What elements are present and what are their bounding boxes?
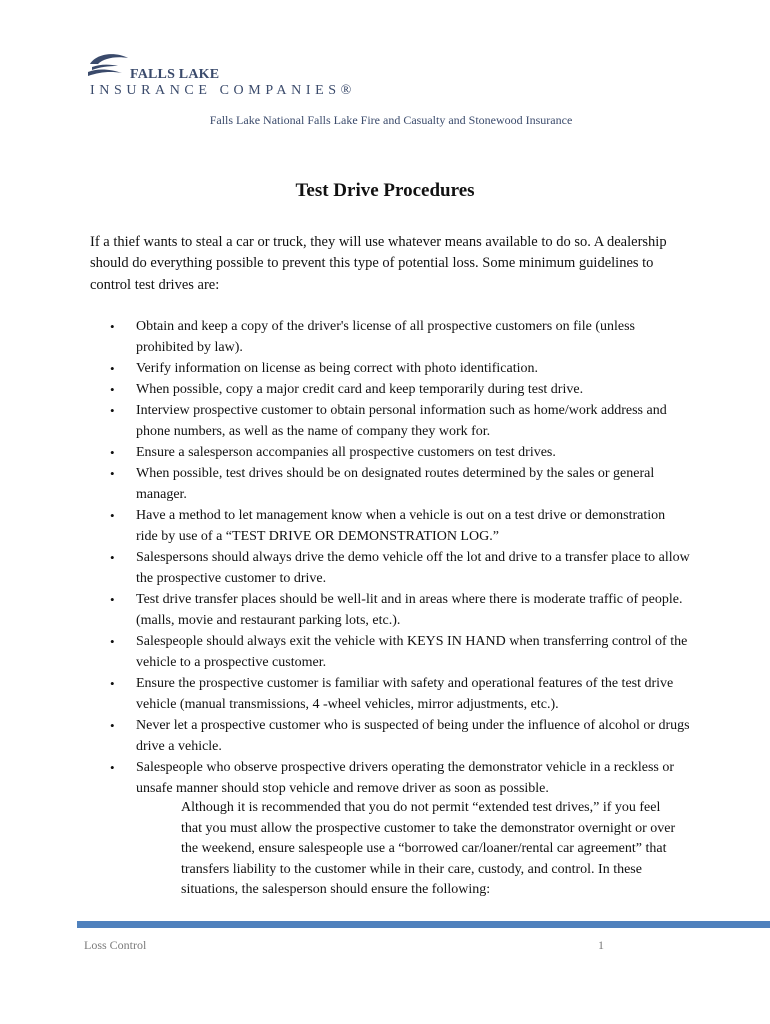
list-item: [90, 316, 690, 358]
list-item-text: Obtain and keep a copy of the driver's license of all prospective customers on file (unless prohibited by law).: [136, 319, 635, 355]
list-item: [90, 547, 690, 589]
list-item: [90, 757, 690, 799]
bullet-icon: •: [110, 508, 115, 523]
page-title: Test Drive Procedures: [295, 180, 475, 201]
list-item-text: Never let a prospective customer who is suspected of being under the influence of alcohol or drugs drive a vehicle.: [136, 718, 690, 754]
footer-label: Loss Control: [84, 938, 147, 952]
list-item: [90, 673, 690, 715]
list-item-text: When possible, test drives should be on designated routes determined by the sales or general manager.: [136, 466, 655, 502]
list-item-text: When possible, copy a major credit card and keep temporarily during test drive.: [136, 382, 584, 397]
logo-wordmark-top: FALLS LAKE: [130, 67, 220, 82]
company-logo: [88, 52, 388, 102]
bullet-icon: •: [110, 550, 115, 565]
list-item-text: Have a method to let management know when a vehicle is out on a test drive or demonstration ride by use of a “TEST DRIVE OR DEMONSTRATION LOG.”: [136, 508, 666, 544]
affiliate-companies: Falls Lake National Falls Lake Fire and Casualty and Stonewood Insurance: [209, 113, 573, 127]
bullet-icon: •: [110, 592, 115, 607]
list-item: [90, 400, 690, 442]
list-item-text: Salespeople who observe prospective drivers operating the demonstrator vehicle in a reckless or unsafe manner should stop vehicle and remove driver as soon as possible.: [136, 760, 675, 796]
falls-lake-swoosh-icon: [88, 52, 132, 82]
list-item-text: Salespeople should always exit the vehicle with KEYS IN HAND when transferring control of the vehicle to a prospective customer.: [136, 634, 688, 670]
bullet-icon: •: [110, 718, 115, 733]
extended-test-drive-paragraph: Although it is recommended that you do not permit “extended test drives,” if you feel that you must allow the prospective customer to take the demonstrator overnight or over the weekend, ensure salespeople use a “borrowed car/loaner/rental car agreement” that transfers liability to the customer while in their care, custody, and control. In these situations, the salesperson should ensure the following:: [181, 800, 676, 898]
list-item: [90, 505, 690, 547]
list-item: [90, 715, 690, 757]
list-item-text: Ensure a salesperson accompanies all prospective customers on test drives.: [136, 445, 556, 460]
logo-wordmark-bottom: INSURANCE COMPANIES®: [90, 83, 356, 98]
list-item: [90, 379, 690, 400]
list-item-text: Ensure the prospective customer is familiar with safety and operational features of the test drive vehicle (manual transmissions, 4 -wheel vehicles, mirror adjustments, etc.).: [136, 676, 674, 712]
list-item-text: Test drive transfer places should be well-lit and in areas where there is moderate traffic of people. (malls, movie and restaurant parking lots, etc.).: [136, 592, 683, 628]
bullet-icon: •: [110, 634, 115, 649]
bullet-icon: •: [110, 760, 115, 775]
page-number: 1: [598, 938, 604, 952]
list-item: [90, 589, 690, 631]
bullet-icon: •: [110, 466, 115, 481]
bullet-icon: •: [110, 382, 115, 397]
list-item: [90, 463, 690, 505]
list-item: [90, 358, 690, 379]
intro-paragraph: If a thief wants to steal a car or truck, they will use whatever means available to do so. A dealership should do everything possible to prevent this type of potential loss. Some minimum guidelines to control test drives are:: [90, 234, 667, 293]
bullet-icon: •: [110, 676, 115, 691]
list-item: [90, 442, 690, 463]
bullet-icon: •: [110, 361, 115, 376]
footer-divider: [77, 921, 770, 928]
list-item-text: Salespersons should always drive the demo vehicle off the lot and drive to a transfer place to allow the prospective customer to drive.: [136, 550, 690, 586]
list-item-text: Verify information on license as being correct with photo identification.: [136, 361, 538, 376]
bullet-icon: •: [110, 403, 115, 418]
bullet-icon: •: [110, 445, 115, 460]
list-item-text: Interview prospective customer to obtain personal information such as home/work address and phone numbers, as well as the name of company they work for.: [136, 403, 667, 439]
procedure-list: [90, 316, 690, 799]
bullet-icon: •: [110, 319, 115, 334]
list-item: [90, 631, 690, 673]
